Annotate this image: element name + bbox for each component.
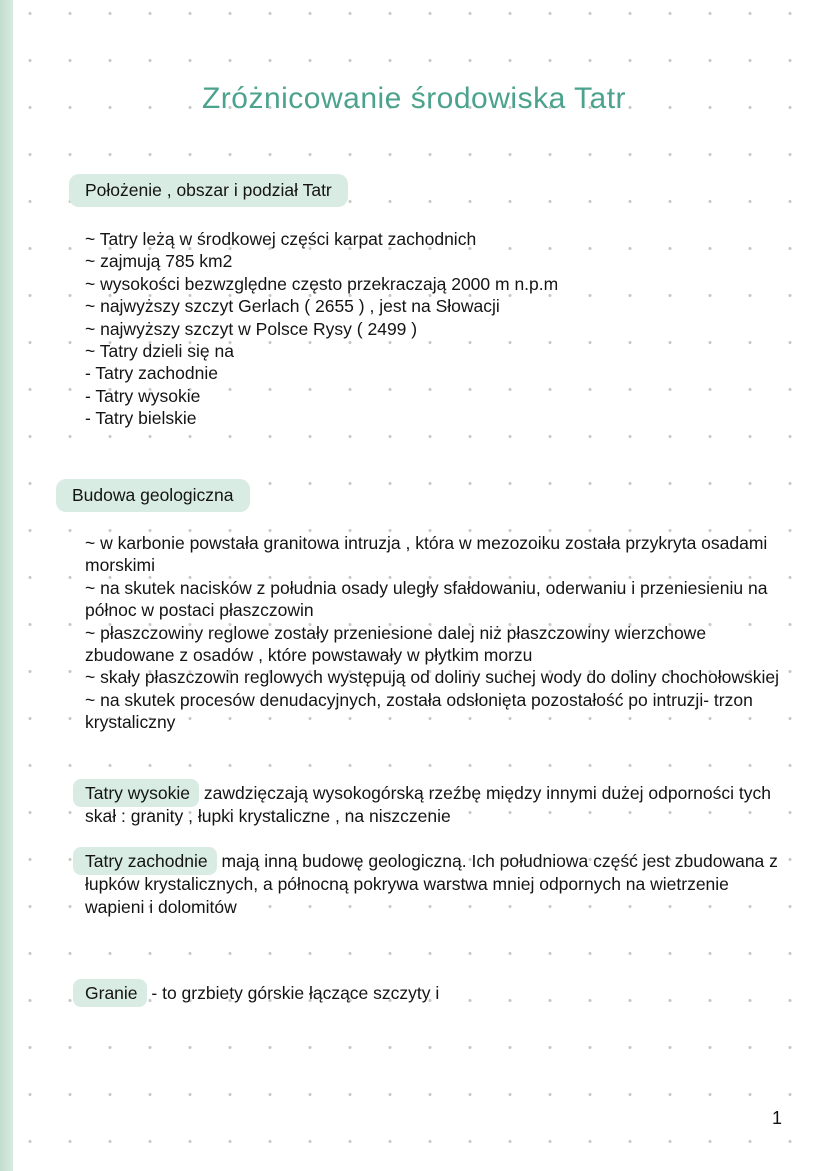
note-paragraph: ~ na skutek nacisków z południa osady uległy sfałdowaniu, oderwaniu i przeniesieniu na północ w postaci płaszczowin — [85, 577, 768, 621]
paragraph-granie-text: - to grzbiety górskie łączące szczyty i — [146, 983, 440, 1003]
note-paragraph: ~ płaszczowiny reglowe zostały przeniesione dalej niż płaszczowiny wierzchowe zbudowane z osadów , które powstawały w płytkim morzu — [85, 622, 707, 666]
note-line: ~ najwyższy szczyt Gerlach ( 2655 ) , jest na Słowacji — [85, 296, 500, 317]
page-title: Zróżnicowanie środowiska Tatr — [201, 82, 627, 115]
highlight-tatry-zachodnie: Tatry zachodnie — [73, 847, 217, 875]
paragraph-tatry-zachodnie-text: mają inną budowę geologiczną. Ich południowa część jest zbudowana z łupków krystalicznych, a północną pokrywa warstwa mniej odpornych na wietrzenie wapieni i dolomitów — [85, 851, 778, 917]
highlight-tatry-wysokie: Tatry wysokie — [73, 779, 199, 807]
section-heading-polozenie: Położenie , obszar i podział Tatr — [69, 174, 348, 207]
note-paragraph: ~ skały płaszczowin reglowych występują od doliny suchej wody do doliny chochołowskiej — [85, 667, 780, 688]
note-paragraph: ~ w karbonie powstała granitowa intruzja , która w mezozoiku została przykryta osadami morskimi — [85, 533, 768, 576]
note-line: ~ Tatry dzieli się na — [85, 341, 234, 362]
note-line: ~ zajmują 785 km2 — [85, 251, 233, 272]
section-heading-budowa: Budowa geologiczna — [56, 479, 250, 512]
note-paragraph: ~ na skutek procesów denudacyjnych, została odsłonięta pozostałość po intruzji- trzon krystaliczny — [85, 689, 753, 733]
page-edge-strip — [0, 0, 13, 1171]
note-line: - Tatry bielskie — [85, 408, 197, 429]
paragraph-tatry-zachodnie — [85, 850, 780, 918]
note-line: ~ najwyższy szczyt w Polsce Rysy ( 2499 ) — [85, 318, 418, 339]
section-polozenie-body — [85, 228, 785, 430]
section-budowa-body — [85, 532, 785, 734]
note-line: ~ wysokości bezwzględne często przekraczają 2000 m n.p.m — [85, 273, 559, 294]
note-line: - Tatry zachodnie — [85, 363, 218, 384]
paragraph-tatry-wysokie — [85, 782, 780, 828]
note-line: ~ Tatry leżą w środkowej części karpat zachodnich — [85, 229, 477, 249]
note-line: - Tatry wysokie — [85, 385, 201, 406]
paragraph-granie — [85, 982, 780, 1005]
page-number: 1 — [771, 1108, 782, 1128]
paragraph-tatry-wysokie-text: zawdzięczają wysokogórską rzeźbę między innymi dużej odporności tych skał : granity , łupki krystaliczne , na niszczenie — [85, 783, 771, 826]
highlight-granie: Granie — [73, 979, 147, 1007]
